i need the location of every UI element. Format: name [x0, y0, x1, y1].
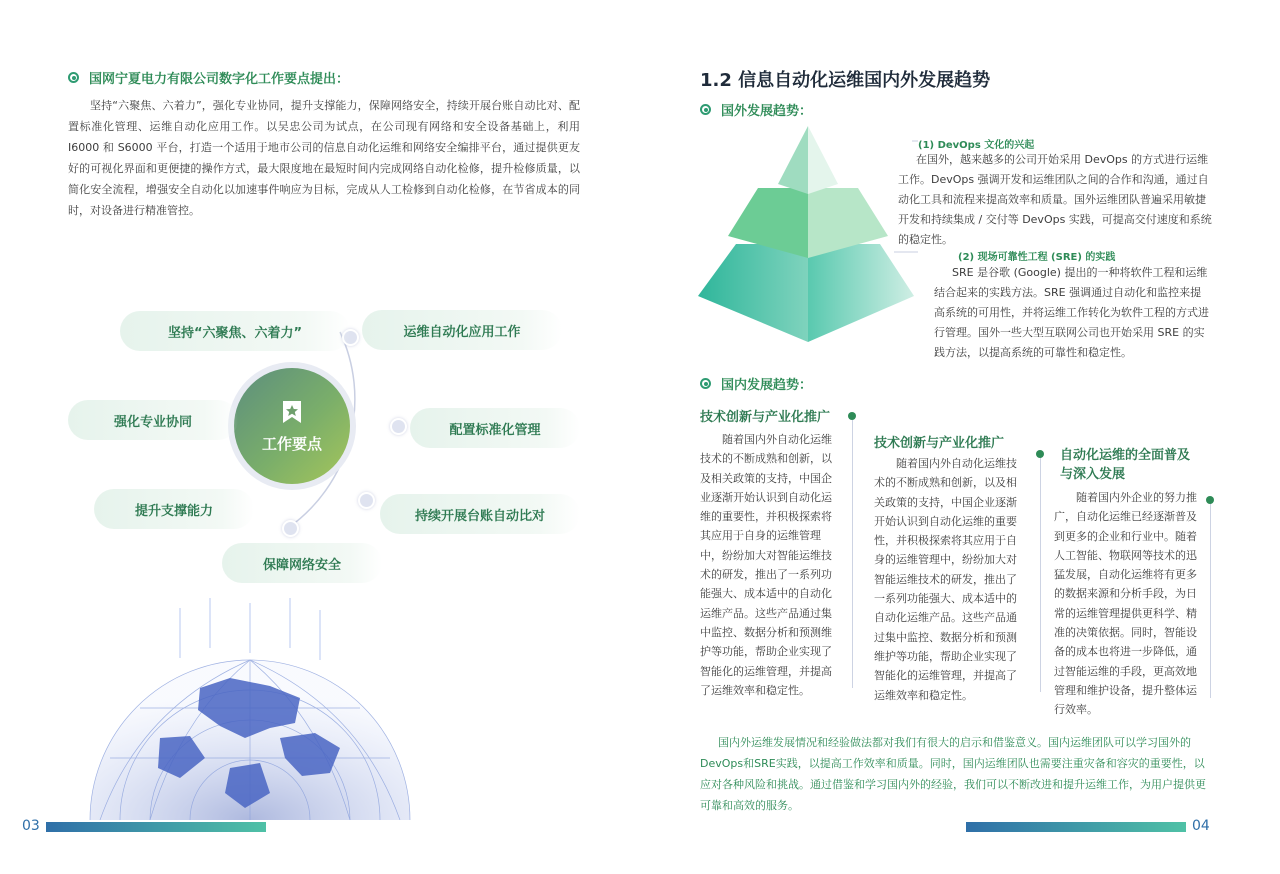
- page-number-right: 04: [1192, 818, 1210, 834]
- column-3-divider: [1210, 502, 1211, 698]
- left-heading-text: 国网宁夏电力有限公司数字化工作要点提出：: [89, 72, 350, 87]
- bullet-ring-icon: [700, 378, 711, 389]
- diagram-item-5: 持续开展台账自动比对: [380, 494, 580, 534]
- diagram-item-1: 运维自动化应用工作: [362, 310, 562, 350]
- column-2-marker: [1036, 450, 1044, 458]
- domestic-heading-text: 国内发展趋势：: [721, 378, 813, 393]
- pyramid-graphic: [698, 124, 918, 346]
- section-title: 1.2 信息自动化运维国内外发展趋势: [700, 70, 991, 91]
- right-page: [640, 0, 1280, 874]
- column-3-text: 随着国内外企业的努力推广，自动化运维已经逐渐普及到更多的企业和行业中。随着人工智能、物联网等技术的迅猛发展，自动化运维将有更多的数据来源和分析手段，为日常的运维管理提供更科学、精准的决策依据。同时，智能设备的成本也将进一步降低，通过智能运维的手段，更高效地管理和维护设备，提升整体运行效率。: [1054, 491, 1197, 717]
- bullet-ring-icon: [700, 104, 711, 115]
- domestic-trend-heading: [700, 374, 812, 393]
- diagram-dot: [358, 492, 375, 509]
- diagram-dot: [390, 418, 407, 435]
- column-1-divider: [852, 420, 853, 688]
- page-number-left: 03: [22, 818, 40, 834]
- bullet-ring-icon: [68, 72, 79, 83]
- footer-bar-right: [966, 822, 1186, 832]
- foreign-heading-text: 国外发展趋势：: [721, 104, 813, 119]
- globe-network-graphic: [80, 598, 420, 820]
- sre-title: (2) 现场可靠性工程 (SRE) 的实践: [958, 252, 1116, 263]
- center-circle: [228, 362, 356, 490]
- column-2-title: 技术创新与产业化推广: [874, 436, 1005, 451]
- foreign-trend-heading: [700, 100, 812, 119]
- column-1-text: 随着国内外自动化运维技术的不断成熟和创新，以及相关政策的支持，中国企业逐渐开始认识到自动化运维的重要性，并积极探索将其应用于自身的运维管理中，纷纷加大对智能运维技术的研发，推出了一系列功能强大、成本适中的自动化运维产品。这些产品通过集中监控、数据分析和预测维护等功能，帮助企业实现了智能化的运维管理，并提高了运维效率和稳定性。: [700, 433, 832, 697]
- diagram-item-6: 保障网络安全: [222, 543, 382, 583]
- column-1-marker: [848, 412, 856, 420]
- column-2-text: 随着国内外自动化运维技术的不断成熟和创新，以及相关政策的支持，中国企业逐渐开始认识到自动化运维的重要性，并积极探索将其应用于自身的运维管理中，纷纷加大对智能运维技术的研发，推出了一系列功能强大、成本适中的自动化运维产品。这些产品通过集中监控、数据分析和预测维护等功能，帮助企业实现了智能化的运维管理，并提高了运维效率和稳定性。: [874, 457, 1017, 702]
- footer-bar-left: [46, 822, 266, 832]
- center-core: [234, 368, 350, 484]
- center-label: 工作要点: [261, 434, 322, 453]
- column-2-divider: [1040, 456, 1041, 692]
- diagram-item-4: 提升支撑能力: [94, 489, 254, 529]
- sre-text: SRE 是谷歌 (Google) 提出的一种将软件工程和运维结合起来的实践方法。SRE 强调通过自动化和监控来提高系统的可用性，并将运维工作转化为软件工程的方式进行管理。国外一些大型互联网公司也开始采用 SRE 的实践方法，以提高系统的可靠性和稳定性。: [934, 266, 1209, 359]
- column-3-title: 自动化运维的全面普及与深入发展: [1060, 448, 1191, 482]
- diagram-item-3: 配置标准化管理: [410, 408, 580, 448]
- bookmark-star-icon: [279, 399, 305, 425]
- column-1-title: 技术创新与产业化推广: [700, 410, 831, 425]
- left-section-heading: [68, 68, 349, 87]
- diagram-item-2: 强化专业协同: [68, 400, 238, 440]
- column-3-marker: [1206, 496, 1214, 504]
- devops-text: 在国外，越来越多的公司开始采用 DevOps 的方式进行运维工作。DevOps 强调开发和运维团队之间的合作和沟通，通过自动化工具和流程来提高效率和质量。国外运维团队普遍采用敏捷开发和持续集成 / 交付等 DevOps 实践，可提高交付速度和系统的稳定性。: [898, 153, 1212, 246]
- closing-paragraph: 国内外运维发展情况和经验做法都对我们有很大的启示和借鉴意义。国内运维团队可以学习国外的DevOps和SRE实践，以提高工作效率和质量。同时，国内运维团队也需要注重灾备和容灾的重要性，以应对各种风险和挑战。通过借鉴和学习国内外的经验，我们可以不断改进和提升运维工作，为用户提供更可靠和高效的服务。: [700, 736, 1206, 812]
- devops-title: (1) DevOps 文化的兴起: [918, 140, 1035, 151]
- diagram-item-0: 坚持“六聚焦、六着力”: [120, 311, 350, 351]
- diagram-dot: [282, 520, 299, 537]
- left-intro-paragraph: 坚持“六聚焦、六着力”，强化专业协同，提升支撑能力，保障网络安全，持续开展台账自动比对、配置标准化管理、运维自动化应用工作。以吴忠公司为试点，在公司现有网络和安全设备基础上，利用 I6000 和 S6000 平台，打造一个适用于地市公司的信息自动化运维和网络安全编排平台，通过提供更友好的可视化界面和更便捷的操作方式，最大限度地在最短时间内完成网络自动化检修，提升检修质量，以简化安全流程，增强安全自动化以加速事件响应为目标，完成从人工检修到自动化检修，在节省成本的同时，对设备进行精准管控。: [68, 99, 580, 217]
